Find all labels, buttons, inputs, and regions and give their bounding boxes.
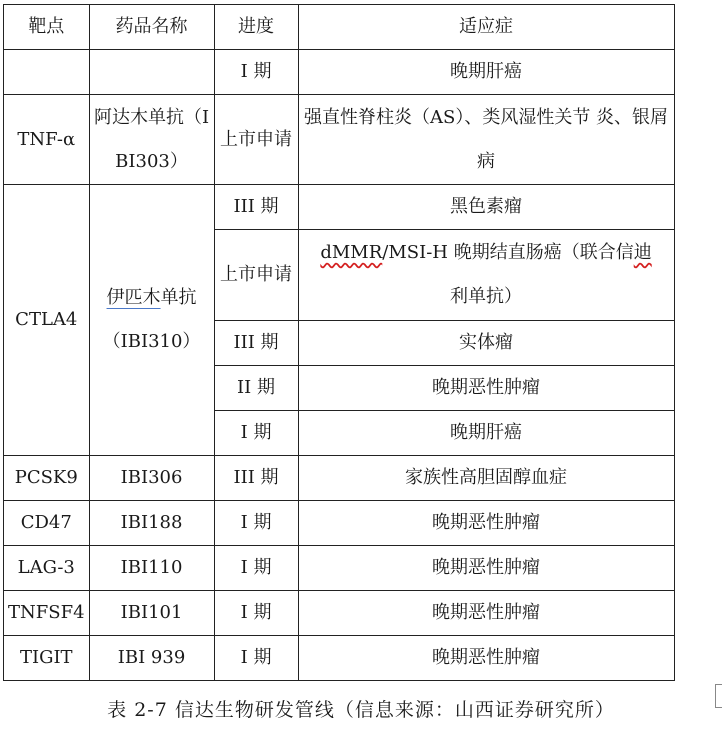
table-row <box>4 546 675 591</box>
indication-spellcheck-word: dMMR <box>320 242 383 263</box>
cell-target: CD47 <box>4 501 90 546</box>
table-row <box>4 501 675 546</box>
cell-target <box>4 50 90 95</box>
table-row <box>4 591 675 636</box>
cell-target: TIGIT <box>4 636 90 681</box>
cell-drug: IBI101 <box>89 591 214 636</box>
indication-text-line2: 利单抗） <box>450 286 523 307</box>
table-row <box>4 185 675 230</box>
cell-indication: 晚期恶性肿瘤 <box>298 636 674 681</box>
cell-stage: I 期 <box>214 546 298 591</box>
cell-indication: 晚期恶性肿瘤 <box>298 501 674 546</box>
cell-indication: 晚期肝癌 <box>298 50 674 95</box>
cell-stage: 上市申请 <box>214 95 298 185</box>
table-row <box>4 636 675 681</box>
cell-stage: III 期 <box>214 456 298 501</box>
cell-indication: 晚期恶性肿瘤 <box>298 366 674 411</box>
cell-indication: 晚期恶性肿瘤 <box>298 546 674 591</box>
table-row <box>4 456 675 501</box>
header-indication: 适应症 <box>298 5 674 50</box>
header-target: 靶点 <box>4 5 90 50</box>
cell-indication: 晚期恶性肿瘤 <box>298 591 674 636</box>
cell-stage: I 期 <box>214 411 298 456</box>
cell-drug <box>89 50 214 95</box>
header-stage: 进度 <box>214 5 298 50</box>
cell-indication: 黑色素瘤 <box>298 185 674 230</box>
cell-stage: I 期 <box>214 501 298 546</box>
cell-target: TNFSF4 <box>4 591 90 636</box>
cell-indication: 晚期肝癌 <box>298 411 674 456</box>
indication-spellcheck-char: 迪 <box>633 242 652 263</box>
cell-stage: I 期 <box>214 636 298 681</box>
cell-stage: I 期 <box>214 50 298 95</box>
indication-text: /MSI-H 晚期结直肠癌（联合信 <box>382 242 634 263</box>
cell-target: TNF-α <box>4 95 90 185</box>
cell-stage: III 期 <box>214 321 298 366</box>
drug-code: （IBI310） <box>102 331 201 352</box>
cell-stage: III 期 <box>214 185 298 230</box>
table-row <box>4 50 675 95</box>
cell-indication: 家族性高胆固醇血症 <box>298 456 674 501</box>
pipeline-table <box>3 4 675 681</box>
header-drug-name: 药品名称 <box>89 5 214 50</box>
cell-target: PCSK9 <box>4 456 90 501</box>
cell-drug: IBI 939 <box>89 636 214 681</box>
cell-target: CTLA4 <box>4 185 90 456</box>
table-caption: 表 2-7 信达生物研发管线（信息来源：山西证券研究所） <box>107 699 615 721</box>
cell-drug: IBI110 <box>89 546 214 591</box>
header-row <box>4 5 675 50</box>
cell-indication: 实体瘤 <box>298 321 674 366</box>
cell-drug: 阿达木单抗（IBI303） <box>89 95 214 185</box>
cell-drug <box>89 185 214 456</box>
cell-indication: 强直性脊柱炎（AS）、类风湿性关节 炎、银屑病 <box>298 95 674 185</box>
cell-indication <box>298 230 674 321</box>
cell-drug: IBI188 <box>89 501 214 546</box>
cell-stage: II 期 <box>214 366 298 411</box>
drug-name-underlined: 伊匹木 <box>106 287 161 308</box>
cell-stage: 上市申请 <box>214 230 298 321</box>
drug-name-suffix: 单抗 <box>160 287 197 308</box>
table-row <box>4 95 675 185</box>
cell-drug: IBI306 <box>89 456 214 501</box>
cell-stage: I 期 <box>214 591 298 636</box>
cell-target: LAG-3 <box>4 546 90 591</box>
